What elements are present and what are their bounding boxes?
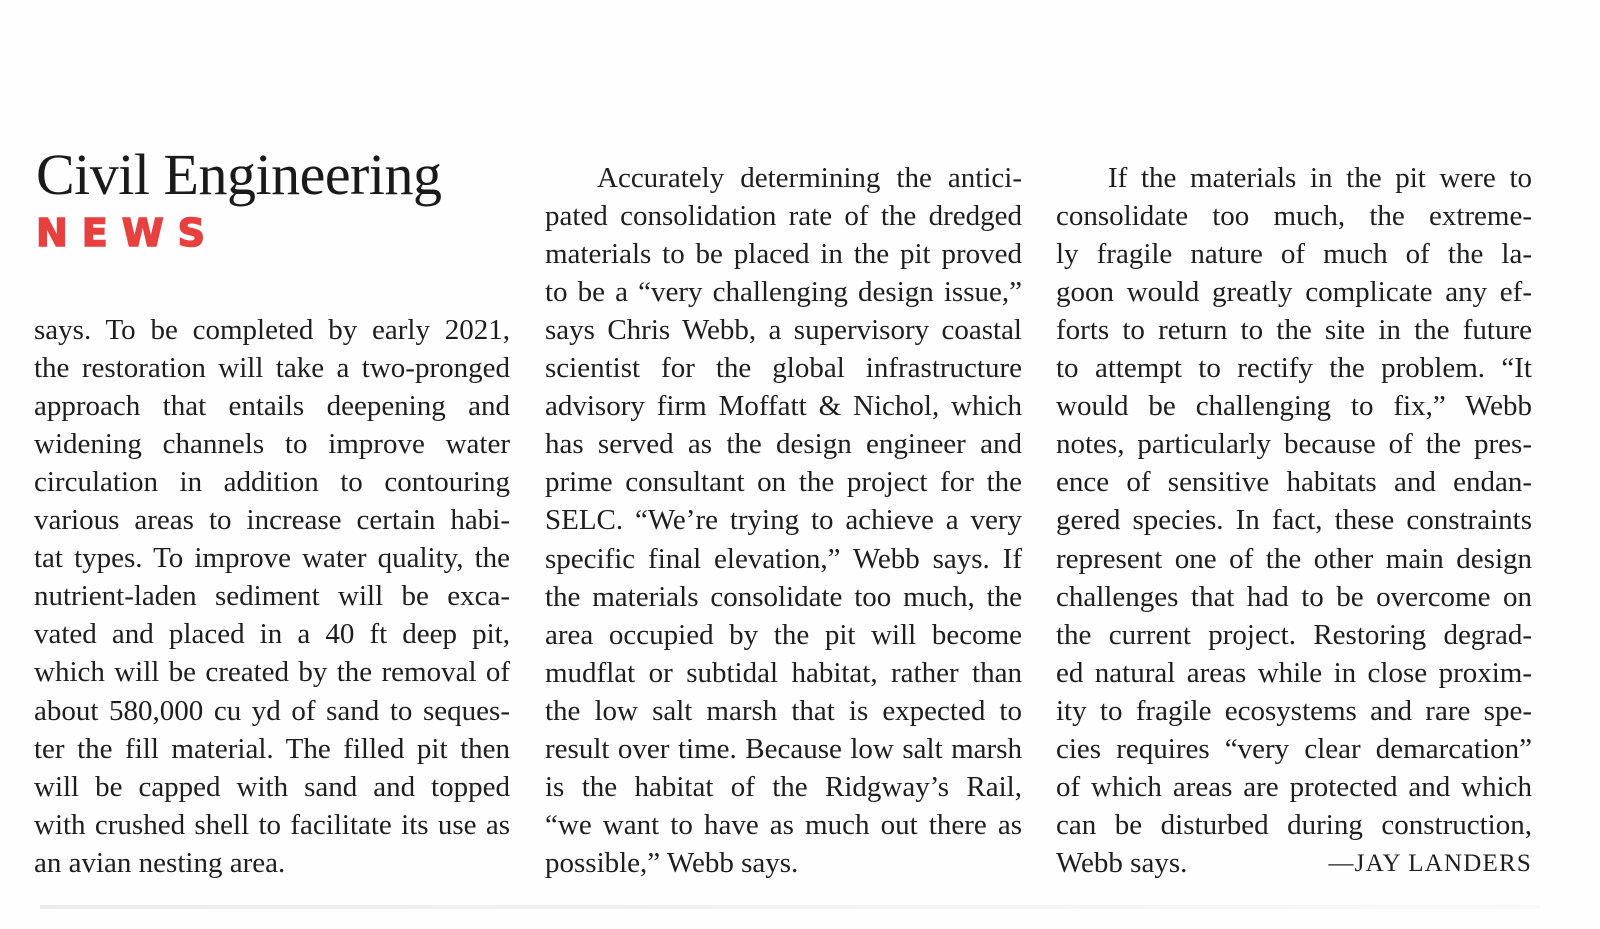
text-line: If the materials in the pit were to [1108, 162, 1532, 194]
text-line: the low salt marsh that is expected to [545, 694, 1022, 727]
text-line: notes, particularly because of the pres- [1056, 428, 1532, 461]
text-line: consolidate too much, the extreme- [1056, 200, 1532, 233]
text-line: an avian nesting area. [34, 846, 286, 879]
text-line: circulation in addition to contouring [34, 466, 510, 499]
text-line: the current project. Restoring degrad- [1056, 618, 1532, 651]
page-bottom-edge [40, 905, 1540, 909]
text-line: result over time. Because low salt marsh [545, 732, 1022, 765]
text-line: the materials consolidate too much, the [545, 580, 1022, 613]
text-line: says. To be completed by early 2021, [34, 314, 510, 346]
text-line: prime consultant on the project for the [545, 466, 1022, 499]
text-line: Accurately determining the antici- [597, 162, 1022, 194]
author-byline: —JAY LANDERS [1328, 849, 1532, 877]
text-line: Webb says. [1056, 846, 1188, 879]
text-line: ter the fill material. The filled pit then [34, 732, 510, 765]
text-line: approach that entails deepening and [34, 390, 510, 423]
text-line: advisory firm Moffatt & Nichol, which [545, 390, 1022, 423]
text-line: to attempt to rectify the problem. “It [1056, 352, 1532, 385]
text-line: widening channels to improve water [34, 428, 510, 461]
text-line: specific final elevation,” Webb says. If [545, 542, 1022, 575]
text-line: represent one of the other main design [1056, 542, 1532, 575]
text-line: mudflat or subtidal habitat, rather than [545, 656, 1022, 689]
text-line: pated consolidation rate of the dredged [545, 200, 1022, 233]
section-label-news: NEWS [36, 211, 220, 255]
text-line: says Chris Webb, a supervisory coastal [545, 314, 1022, 347]
text-line: ence of sensitive habitats and endan- [1056, 466, 1532, 499]
masthead-title: Civil Engineering [36, 142, 442, 207]
text-line: ed natural areas while in close proxim- [1056, 656, 1532, 689]
text-line: to be a “very challenging design issue,” [545, 276, 1022, 309]
text-line: materials to be placed in the pit proved [545, 238, 1022, 271]
text-line: which will be created by the removal of [34, 656, 510, 689]
text-line: area occupied by the pit will become [545, 618, 1022, 651]
text-line: forts to return to the site in the future [1056, 314, 1532, 347]
text-line: vated and placed in a 40 ft deep pit, [34, 618, 510, 651]
text-line: will be capped with sand and topped [34, 770, 510, 803]
masthead [36, 142, 506, 254]
text-line: gered species. In fact, these constraints [1056, 504, 1532, 537]
text-line: various areas to increase certain habi- [34, 504, 510, 537]
text-line: would be challenging to fix,” Webb [1056, 390, 1532, 423]
text-line: ly fragile nature of much of the la- [1056, 238, 1532, 271]
text-line: goon would greatly complicate any ef- [1056, 276, 1532, 309]
text-line: cies requires “very clear demarcation” [1056, 732, 1532, 765]
text-line: about 580,000 cu yd of sand to seques- [34, 694, 510, 727]
text-line: with crushed shell to facilitate its use as [34, 808, 510, 841]
text-line: the restoration will take a two-pronged [34, 352, 510, 385]
text-line: scientist for the global infrastructure [545, 352, 1022, 385]
text-line: possible,” Webb says. [545, 846, 799, 879]
text-line: of which areas are protected and which [1056, 770, 1532, 803]
text-line: “we want to have as much out there as [545, 808, 1022, 841]
text-line: SELC. “We’re trying to achieve a very [545, 504, 1022, 537]
text-line: has served as the design engineer and [545, 428, 1022, 461]
text-line: is the habitat of the Ridgway’s Rail, [545, 770, 1022, 803]
text-line: nutrient-laden sediment will be exca- [34, 580, 510, 613]
text-line: challenges that had to be overcome on [1056, 580, 1532, 613]
text-line: can be disturbed during construction, [1056, 808, 1532, 841]
text-line: tat types. To improve water quality, the [34, 542, 510, 575]
text-line: ity to fragile ecosystems and rare spe- [1056, 694, 1532, 727]
